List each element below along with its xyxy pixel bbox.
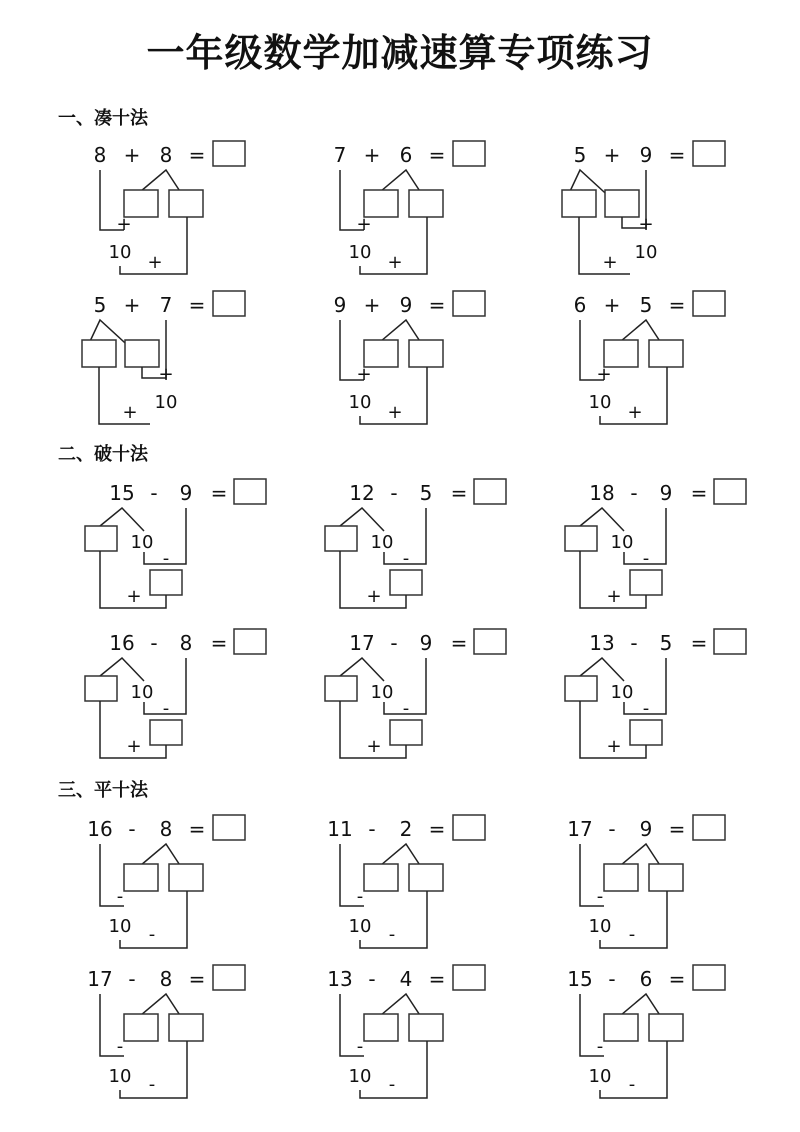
operand-a: 17 — [87, 967, 113, 991]
operator: - — [608, 967, 616, 991]
operand-a: 12 — [349, 481, 375, 505]
split-box-left[interactable] — [604, 1014, 638, 1041]
operand-a: 15 — [567, 967, 593, 991]
split-box-right[interactable] — [125, 340, 159, 367]
operand-a: 13 — [589, 631, 615, 655]
split-box-right[interactable] — [409, 1014, 443, 1041]
answer-box[interactable] — [693, 141, 725, 166]
equals-sign: = — [210, 481, 228, 505]
operand-b: 9 — [179, 481, 193, 505]
operand-a: 5 — [93, 293, 107, 317]
operand-a: 6 — [573, 293, 587, 317]
operand-b: 5 — [639, 293, 653, 317]
operand-b: 5 — [419, 481, 433, 505]
level-ten-problem-4 — [87, 965, 245, 1098]
ten-label: 10 — [610, 682, 634, 703]
level-ten-problem-2 — [327, 815, 485, 948]
plus-sign-upper: + — [356, 364, 372, 385]
minus-sign: - — [162, 698, 170, 719]
split-box-left[interactable] — [364, 1014, 398, 1041]
answer-box[interactable] — [714, 479, 746, 504]
split-box-right[interactable] — [649, 864, 683, 891]
split-box-ones[interactable] — [85, 526, 117, 551]
split-box-left[interactable] — [562, 190, 596, 217]
answer-box[interactable] — [213, 965, 245, 990]
minus-sign: - — [642, 698, 650, 719]
operator: - — [608, 817, 616, 841]
ten-label: 10 — [588, 916, 612, 937]
plus-sign-lower: + — [627, 402, 643, 423]
ten-label: 10 — [348, 242, 372, 263]
break-ten-problem-2 — [325, 479, 506, 608]
difference-box[interactable] — [630, 720, 662, 745]
ten-label: 10 — [154, 392, 178, 413]
break-ten-problem-5 — [325, 629, 506, 758]
minus-sign-lower: - — [388, 1074, 396, 1095]
plus-sign-lower: + — [387, 402, 403, 423]
difference-box[interactable] — [390, 570, 422, 595]
split-box-left[interactable] — [604, 340, 638, 367]
split-box-ones[interactable] — [85, 676, 117, 701]
plus-sign: + — [366, 736, 382, 757]
plus-sign-lower: + — [122, 402, 138, 423]
split-box-right[interactable] — [409, 340, 443, 367]
make-ten-problem-2 — [334, 141, 485, 274]
minus-sign-lower: - — [628, 924, 636, 945]
answer-box[interactable] — [453, 965, 485, 990]
operand-a: 17 — [567, 817, 593, 841]
operand-b: 8 — [159, 967, 173, 991]
equals-sign: = — [450, 631, 468, 655]
break-ten-problem-3 — [565, 479, 746, 608]
operator: + — [363, 143, 381, 167]
split-box-ones[interactable] — [565, 676, 597, 701]
ten-label: 10 — [588, 392, 612, 413]
minus-sign: - — [162, 548, 170, 569]
plus-sign-lower: + — [387, 252, 403, 273]
equals-sign: = — [668, 817, 686, 841]
minus-sign-upper: - — [116, 1036, 124, 1057]
split-box-ones[interactable] — [325, 526, 357, 551]
plus-sign: + — [126, 586, 142, 607]
operator: + — [363, 293, 381, 317]
section-title-make-ten: 一、凑十法 — [58, 108, 148, 129]
ten-label: 10 — [130, 532, 154, 553]
operator: + — [603, 143, 621, 167]
minus-sign-lower: - — [628, 1074, 636, 1095]
difference-box[interactable] — [630, 570, 662, 595]
ten-label: 10 — [108, 1066, 132, 1087]
split-box-ones[interactable] — [325, 676, 357, 701]
minus-sign-upper: - — [596, 1036, 604, 1057]
difference-box[interactable] — [150, 720, 182, 745]
operand-b: 7 — [159, 293, 173, 317]
ten-label: 10 — [348, 1066, 372, 1087]
operand-a: 17 — [349, 631, 375, 655]
equals-sign: = — [428, 293, 446, 317]
operand-a: 18 — [589, 481, 615, 505]
operand-a: 7 — [333, 143, 347, 167]
equals-sign: = — [188, 817, 206, 841]
minus-sign: - — [642, 548, 650, 569]
equals-sign: = — [668, 967, 686, 991]
operand-b: 8 — [179, 631, 193, 655]
equals-sign: = — [188, 967, 206, 991]
operator: + — [603, 293, 621, 317]
break-ten-problem-1 — [85, 479, 266, 608]
answer-box[interactable] — [453, 291, 485, 316]
operand-a: 9 — [333, 293, 347, 317]
operator: - — [630, 631, 638, 655]
ten-label: 10 — [108, 242, 132, 263]
answer-box[interactable] — [213, 815, 245, 840]
plus-sign-lower: + — [147, 252, 163, 273]
split-box-left[interactable] — [124, 1014, 158, 1041]
equals-sign: = — [428, 817, 446, 841]
minus-sign: - — [402, 548, 410, 569]
operand-b: 9 — [399, 293, 413, 317]
plus-sign-upper: + — [596, 364, 612, 385]
answer-box[interactable] — [234, 629, 266, 654]
equals-sign: = — [188, 293, 206, 317]
operator: - — [128, 817, 136, 841]
minus-sign-lower: - — [148, 924, 156, 945]
operator: - — [390, 481, 398, 505]
operand-b: 6 — [399, 143, 413, 167]
level-ten-problem-5 — [327, 965, 485, 1098]
split-box-right[interactable] — [649, 1014, 683, 1041]
plus-sign: + — [126, 736, 142, 757]
operand-a: 8 — [93, 143, 107, 167]
level-ten-problem-1 — [87, 815, 245, 948]
operand-b: 9 — [659, 481, 673, 505]
operand-b: 9 — [419, 631, 433, 655]
plus-sign: + — [606, 736, 622, 757]
ten-label: 10 — [348, 916, 372, 937]
operand-a: 5 — [573, 143, 587, 167]
plus-sign-upper: + — [638, 214, 654, 235]
split-box-right[interactable] — [409, 190, 443, 217]
split-box-right[interactable] — [605, 190, 639, 217]
operand-b: 8 — [159, 143, 173, 167]
equals-sign: = — [428, 143, 446, 167]
split-box-right[interactable] — [169, 864, 203, 891]
operator: + — [123, 143, 141, 167]
operator: - — [630, 481, 638, 505]
operand-b: 6 — [639, 967, 653, 991]
operand-a: 13 — [327, 967, 353, 991]
operand-a: 15 — [109, 481, 135, 505]
operand-a: 16 — [109, 631, 135, 655]
split-box-left[interactable] — [82, 340, 116, 367]
operator: - — [150, 481, 158, 505]
plus-sign: + — [366, 586, 382, 607]
equals-sign: = — [428, 967, 446, 991]
ten-label: 10 — [610, 532, 634, 553]
plus-sign: + — [606, 586, 622, 607]
make-ten-problem-1 — [94, 141, 245, 274]
operator: - — [368, 967, 376, 991]
equals-sign: = — [188, 143, 206, 167]
operator: - — [368, 817, 376, 841]
plus-sign-lower: + — [602, 252, 618, 273]
operator: - — [128, 967, 136, 991]
answer-box[interactable] — [474, 479, 506, 504]
split-box-left[interactable] — [124, 864, 158, 891]
minus-sign-upper: - — [116, 886, 124, 907]
level-ten-problem-3 — [567, 815, 725, 948]
split-box-right[interactable] — [649, 340, 683, 367]
operand-b: 8 — [159, 817, 173, 841]
ten-label: 10 — [348, 392, 372, 413]
make-ten-problem-3 — [562, 141, 725, 274]
equals-sign: = — [690, 631, 708, 655]
answer-box[interactable] — [693, 291, 725, 316]
split-box-left[interactable] — [364, 864, 398, 891]
minus-sign: - — [402, 698, 410, 719]
answer-box[interactable] — [714, 629, 746, 654]
make-ten-problem-4 — [82, 291, 245, 424]
split-box-right[interactable] — [169, 1014, 203, 1041]
operand-a: 16 — [87, 817, 113, 841]
make-ten-problem-6 — [574, 291, 725, 424]
equals-sign: = — [690, 481, 708, 505]
operand-a: 11 — [327, 817, 353, 841]
split-box-left[interactable] — [604, 864, 638, 891]
split-box-left[interactable] — [364, 190, 398, 217]
ten-label: 10 — [370, 532, 394, 553]
equals-sign: = — [668, 293, 686, 317]
split-box-left[interactable] — [124, 190, 158, 217]
operator: + — [123, 293, 141, 317]
answer-box[interactable] — [213, 141, 245, 166]
answer-box[interactable] — [474, 629, 506, 654]
section-title-level-ten: 三、平十法 — [58, 780, 148, 801]
answer-box[interactable] — [213, 291, 245, 316]
split-box-right[interactable] — [409, 864, 443, 891]
operator: - — [390, 631, 398, 655]
ten-label: 10 — [130, 682, 154, 703]
make-ten-problem-5 — [334, 291, 485, 424]
plus-sign-upper: + — [356, 214, 372, 235]
break-ten-problem-6 — [565, 629, 746, 758]
page-title: 一年级数学加减速算专项练习 — [146, 31, 654, 75]
ten-label: 10 — [588, 1066, 612, 1087]
operand-b: 9 — [639, 817, 653, 841]
level-ten-problem-6 — [567, 965, 725, 1098]
answer-box[interactable] — [234, 479, 266, 504]
break-ten-problem-4 — [85, 629, 266, 758]
answer-box[interactable] — [693, 815, 725, 840]
answer-box[interactable] — [693, 965, 725, 990]
ten-label: 10 — [370, 682, 394, 703]
equals-sign: = — [450, 481, 468, 505]
plus-sign-upper: + — [116, 214, 132, 235]
split-box-right[interactable] — [169, 190, 203, 217]
split-box-left[interactable] — [364, 340, 398, 367]
operand-b: 9 — [639, 143, 653, 167]
minus-sign-upper: - — [356, 886, 364, 907]
minus-sign-lower: - — [148, 1074, 156, 1095]
operand-b: 4 — [399, 967, 413, 991]
split-box-ones[interactable] — [565, 526, 597, 551]
answer-box[interactable] — [453, 141, 485, 166]
operator: - — [150, 631, 158, 655]
minus-sign-upper: - — [356, 1036, 364, 1057]
plus-sign-upper: + — [158, 364, 174, 385]
equals-sign: = — [210, 631, 228, 655]
ten-label: 10 — [108, 916, 132, 937]
equals-sign: = — [668, 143, 686, 167]
difference-box[interactable] — [150, 570, 182, 595]
minus-sign-upper: - — [596, 886, 604, 907]
answer-box[interactable] — [453, 815, 485, 840]
ten-label: 10 — [634, 242, 658, 263]
operand-b: 2 — [399, 817, 413, 841]
minus-sign-lower: - — [388, 924, 396, 945]
operand-b: 5 — [659, 631, 673, 655]
section-title-break-ten: 二、破十法 — [58, 444, 148, 465]
difference-box[interactable] — [390, 720, 422, 745]
